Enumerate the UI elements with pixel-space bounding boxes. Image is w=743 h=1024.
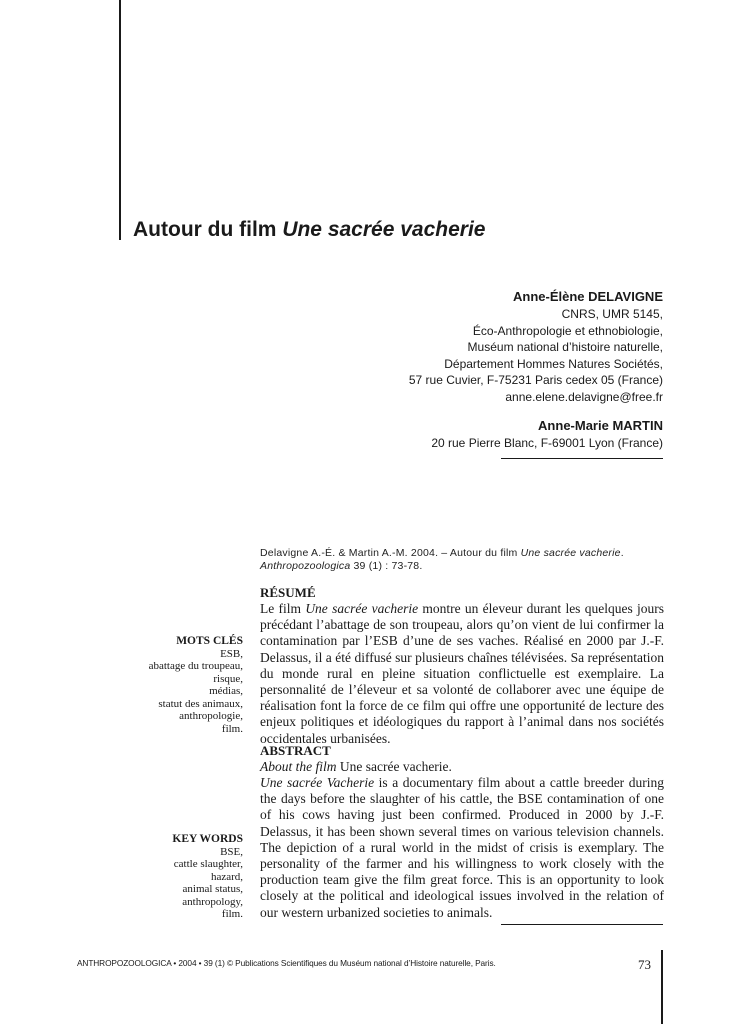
top-vertical-rule xyxy=(119,0,121,240)
mots-cles-item: risque, xyxy=(213,672,243,685)
abstract-heading: ABSTRACT xyxy=(260,743,331,758)
citation-journal: Anthropozoologica xyxy=(260,560,351,572)
citation-text: . xyxy=(620,547,624,559)
bottom-divider xyxy=(501,924,663,925)
resume-text: montre un éleveur durant les quelques jours précédant l’abattage de son troupeau, alors qu’on vient de lui confirmer la contamination par l’ESB d’une de ses vaches. Réalisé en 2000 par J.-F. Delassus, il a été diffusé sur plusieurs chaînes télévisées. Sa représentation du monde rural en pleine situation conflictuelle est exemplaire. La personnalité de l’éleveur et sa volonté de collaborer avec une équipe de réalisation font la force de ce film qui offre une opportunité de lecture des enjeux politiques et idéologiques du rapport à l’animal dans nos sociétés occidentales urbanisées. xyxy=(260,601,664,746)
author-1-email[interactable]: anne.elene.delavigne@free.fr xyxy=(505,389,663,404)
key-words-heading: KEY WORDS xyxy=(172,833,243,845)
citation-film-title: Une sacrée vacherie xyxy=(520,547,621,559)
key-words-item: anthropology, xyxy=(182,895,243,908)
abstract-film-title: Une sacrée Vacherie xyxy=(260,775,375,790)
abstract-text: is a documentary film about a cattle breeder during the days before the slaughter of his cattle, the BSE contamination of one of his cows having just been confirmed. Produced in 2000 by J.-F. Delassus, it has been shown several times on various television channels. The depiction of a rural world in the midst of crisis is exemplary. The personality of the farmer and his willingness to work closely with the production team give the film great force. This is an opportunity to look closely at the political and ideological issues involved in the relation of our western urbanized societies to animals. xyxy=(260,775,664,920)
mots-cles-item: médias, xyxy=(209,685,243,697)
mots-cles-item: anthropologie, xyxy=(179,710,243,722)
bottom-vertical-rule xyxy=(661,950,663,1024)
mots-cles-item: abattage du troupeau, xyxy=(148,660,243,672)
citation-text: Delavigne A.-É. & Martin A.-M. 2004. – Autour du film xyxy=(260,547,521,559)
title-italic: Une sacrée vacherie xyxy=(282,218,486,241)
author-2-affiliation-line: 20 rue Pierre Blanc, F-69001 Lyon (France) xyxy=(431,436,663,450)
key-words-item: hazard, xyxy=(210,870,243,883)
mots-cles-block xyxy=(113,635,243,735)
author-divider xyxy=(501,458,663,459)
key-words-block xyxy=(113,833,243,921)
mots-cles-item: statut des animaux, xyxy=(158,697,243,710)
resume-heading: RÉSUMÉ xyxy=(260,585,316,600)
author-1-name: Anne-Élène DELAVIGNE xyxy=(512,289,663,304)
key-words-item: cattle slaughter, xyxy=(173,858,243,870)
author-block xyxy=(243,288,663,452)
author-1-affiliation-line: 57 rue Cuvier, F-75231 Paris cedex 05 (France) xyxy=(408,373,663,387)
key-words-item: BSE, xyxy=(220,845,243,858)
citation xyxy=(260,547,680,573)
author-2-name: Anne-Marie MARTIN xyxy=(538,418,663,433)
author-1-affiliation-line: Département Hommes Natures Sociétés, xyxy=(444,356,663,371)
page-number: 73 xyxy=(638,957,651,972)
mots-cles-item: film. xyxy=(221,722,243,735)
mots-cles-heading: MOTS CLÉS xyxy=(176,635,243,647)
title-plain: Autour du film xyxy=(133,218,283,241)
resume-text: Le film xyxy=(260,601,306,616)
author-1-affiliation-line: CNRS, UMR 5145, xyxy=(561,307,663,321)
resume-body xyxy=(260,601,664,747)
author-1-affiliation-line: Éco-Anthropologie et ethnobiologie, xyxy=(472,323,663,338)
resume-film-title: Une sacrée vacherie xyxy=(305,601,419,616)
abstract-subtitle xyxy=(260,759,664,775)
abstract-subtitle-plain: Une sacrée vacherie. xyxy=(336,759,452,774)
footer-text: ANTHROPOZOOLOGICA • 2004 • 39 (1) © Publications Scientifiques du Muséum national d’Histoire naturelle, Paris. xyxy=(77,958,496,968)
key-words-item: animal status, xyxy=(182,883,243,895)
abstract-body xyxy=(260,775,664,921)
author-1-affiliation-line: Muséum national d’histoire naturelle, xyxy=(467,340,663,354)
citation-text: 39 (1) : 73-78. xyxy=(350,560,423,572)
article-title xyxy=(133,218,485,242)
key-words-item: film. xyxy=(221,908,243,920)
mots-cles-item: ESB, xyxy=(220,647,243,660)
abstract-subtitle-italic: About the film xyxy=(260,759,337,774)
